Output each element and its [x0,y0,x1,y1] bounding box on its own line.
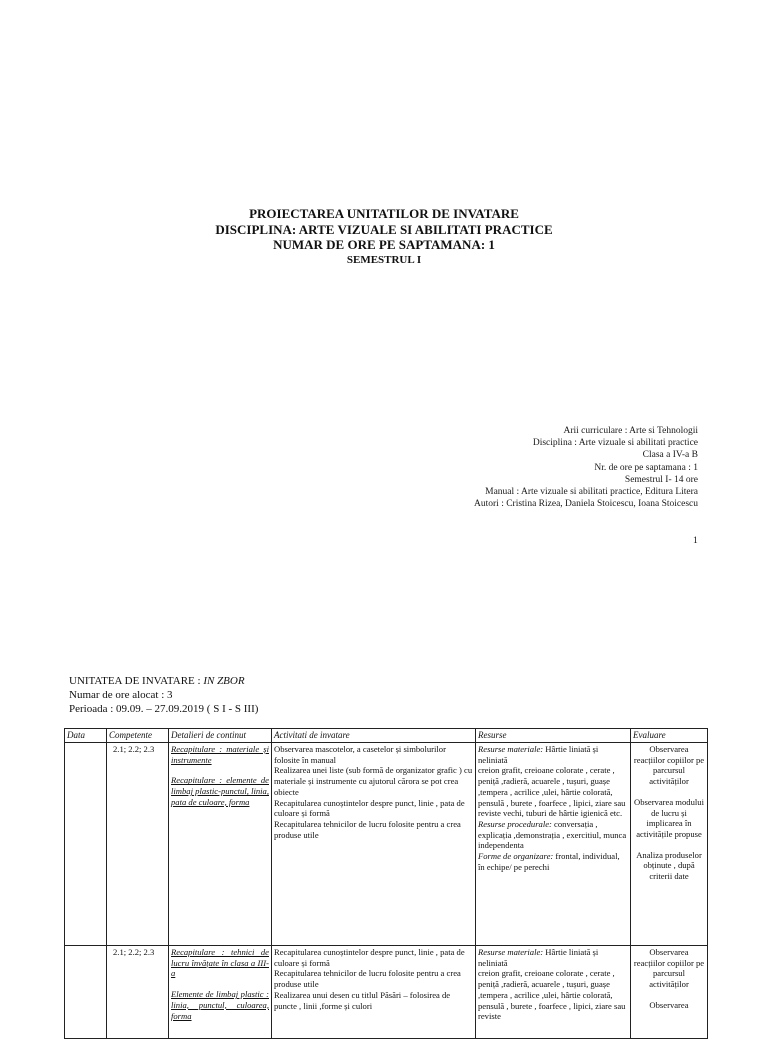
activity-item: Recapitularea cunoștintelor despre punct, linie , pata de culoare și formă [274,947,465,968]
activity-item: Recapitularea tehnicilor de lucru folosite pentru a crea produse utile [274,968,461,990]
column-header-resurse: Resurse [476,729,631,743]
cell-data [65,743,107,946]
resource-item [478,851,628,872]
table-row [65,946,708,1039]
column-header-competente: Competente [107,729,169,743]
content-detail: Elemente de limbaj plastic : linia, punctul, culoarea, forma [171,989,269,1021]
evaluation-item: Observarea reacțiilor copiilor pe parcursul activităților [633,744,705,787]
column-header-evaluare: Evaluare [631,729,708,743]
title-line-3: NUMAR DE ORE PE SAPTAMANA: 1 [273,237,495,252]
resource-item [478,947,628,968]
title-line-1: PROIECTAREA UNITATILOR DE INVATARE [249,206,519,221]
title-line-2: DISCIPLINA: ARTE VIZUALE SI ABILITATI PRACTICE [215,221,553,237]
content-detail: Recapitulare : materiale și instrumente [171,744,269,765]
cell-resurse [476,743,631,946]
content-detail: Recapitulare : tehnici de lucru învățate în clasa a III-a [171,947,269,979]
planning-table [64,728,708,1039]
meta-line: Disciplina : Arte vizuale si abilitati practice [532,438,698,449]
unit-info [69,675,258,716]
meta-line: Autori : Cristina Rizea, Daniela Stoicescu, Ioana Stoicescu [474,499,698,510]
evaluation-item: Observarea modului de lucru și implicarea în activitățile propuse [634,796,704,839]
cell-evaluare [631,743,708,946]
page-number: 1 [693,536,698,546]
resource-item [478,819,628,851]
evaluation-item: Observarea reacțiilor copiilor pe parcursul activităților [633,947,705,990]
cell-competente: 2.1; 2.2; 2.3 [107,743,169,946]
activity-item: Observarea mascotelor, a casetelor și simbolurilor folosite în manual [274,744,446,765]
resource-label: Resurse procedurale: [478,818,552,829]
unit-period: Perioada : 09.09. – 27.09.2019 ( S I - S III) [69,702,259,715]
meta-line: Clasa a IV-a B [642,450,698,461]
evaluation-item: Observarea [649,999,689,1010]
resource-text: conversația , explicația ,demonstrația , exercitiul, munca independenta [478,818,627,851]
resource-item [478,744,628,765]
title-line-4: SEMESTRUL I [346,253,422,266]
resource-label: Resurse materiale: [478,947,544,957]
resource-label: Forme de organizare: [478,851,554,862]
meta-line: Semestrul I- 14 ore [624,474,698,485]
resource-item [478,968,628,1022]
course-meta [238,425,698,510]
cell-detalieri [169,743,272,946]
unit-hours: Numar de ore alocat : 3 [69,688,173,701]
table-row [65,743,708,946]
cell-data [65,946,107,1039]
column-header-data: Data [65,729,107,743]
table-header-row [65,729,708,743]
column-header-detalieri: Detalieri de continut [169,729,272,743]
unit-name: IN ZBOR [203,675,245,687]
column-header-activitati: Activitati de invatare [272,729,476,743]
activity-item: Realizarea unui desen cu titlul Păsări – folosirea de puncte , linii ,forme și culori [274,989,451,1011]
resource-text: creion grafit, creioane colorate , cerate , peniță ,radieră, acuarele , tușuri, guașe ,tempera , acrilice ,ulei, hârtie colorată, pensulă , burete , foarfece , lipici, ziare sau reviste vechi, tuburi de hârtie igienică etc. [478,765,626,819]
cell-detalieri [169,946,272,1039]
cell-resurse [476,946,631,1039]
resource-label: Resurse materiale: [478,744,544,754]
resource-text: Hârtie liniată și neliniată [478,744,599,765]
resource-text: frontal, individual, în echipe/ pe perechi [478,851,620,872]
unit-label: UNITATEA DE INVATARE : [69,675,204,687]
resource-item [478,765,628,819]
resource-text: creion grafit, creioane colorate , cerate , peniță ,radieră, acuarele , tușuri, guașe ,tempera , acrilice ,ulei, hârtie colorată, pensulă , burete , foarfece , lipici, ziare sau reviste [478,968,626,1022]
cell-activitati [272,946,476,1039]
cell-competente: 2.1; 2.2; 2.3 [107,946,169,1039]
activity-item: Recapitularea cunoștintelor despre punct, linie , pata de culoare și formă [274,797,465,819]
document-title [0,206,768,267]
activity-item: Realizarea unei liste (sub formă de organizator grafic ) cu materiale și instrumente cu ajutorul cărora se pot crea obiecte [274,765,473,797]
content-detail: Recapitulare : elemente de limbaj plastic-punctul, linia, pata de culoare, forma [171,775,269,807]
activity-item: Recapitularea tehnicilor de lucru folosite pentru a crea produse utile [274,818,461,840]
meta-line: Manual : Arte vizuale si abilitati practice, Editura Litera [485,487,698,498]
cell-activitati [272,743,476,946]
meta-line: Arii curriculare : Arte si Tehnologii [563,426,698,436]
evaluation-item: Analiza produselor obținute , după criterii date [636,849,702,882]
resource-text: Hârtie liniată și neliniată [478,947,599,968]
unit-title [69,675,258,689]
cell-evaluare [631,946,708,1039]
meta-line: Nr. de ore pe saptamana : 1 [594,462,698,473]
